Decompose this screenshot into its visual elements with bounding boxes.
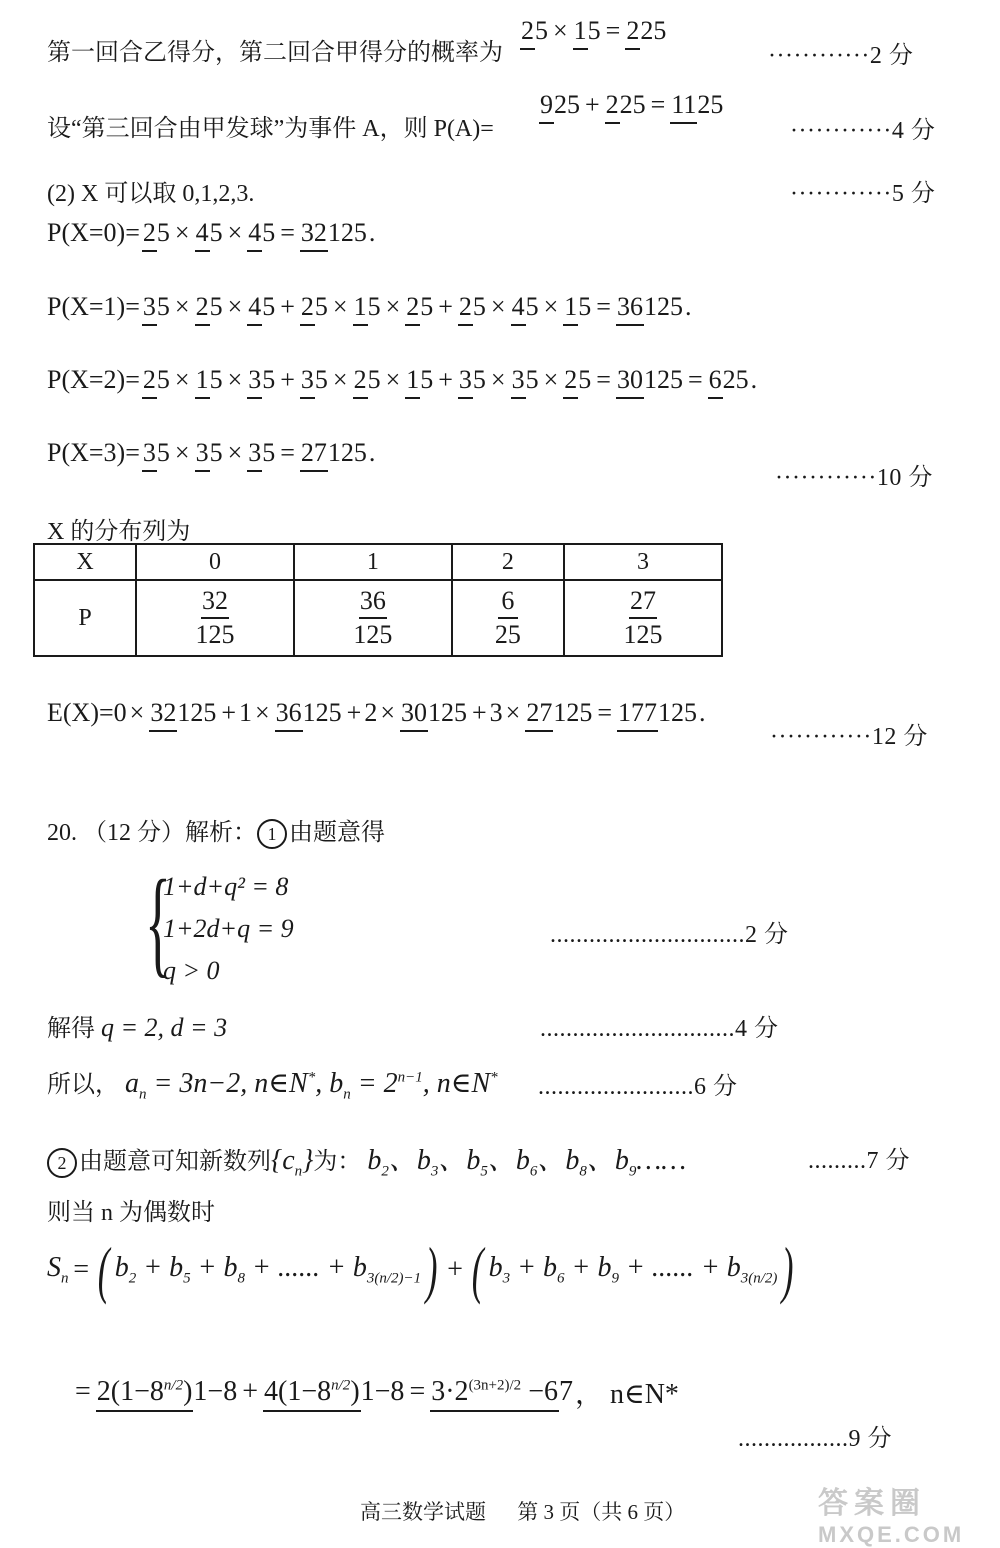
distribution-title: X 的分布列为: [47, 519, 191, 545]
px2-formula: P(X=2)= 25 × 15 × 35 + 35 × 25 × 15 + 35 × 35 × 25 = 30125 = 625 .: [47, 365, 757, 395]
px3-formula: P(X=3)= 35 × 35 × 35 = 27125 .: [47, 438, 375, 468]
left-brace: {: [145, 855, 171, 988]
table-row: [34, 580, 722, 656]
ex-label: E(X)=: [47, 698, 114, 727]
score-10: ············10 分: [775, 465, 933, 491]
circled-number-2: 2: [47, 1148, 77, 1178]
score-4-q20: ..............................4 分: [540, 1016, 779, 1042]
table-row: [34, 544, 722, 580]
table-cell-p1: $\frac{36}{125}$: [294, 580, 452, 656]
system-eq-2: 1+2d+q = 9: [163, 914, 294, 943]
table-cell-p3: $\frac{27}{125}$: [564, 580, 722, 656]
part-2-heading: (2) X 可以取 0,1,2,3.: [47, 181, 255, 207]
table-cell-p0: $\frac{32}{125}$: [136, 580, 294, 656]
prob-line-1-formula: 25 × 15 = 225: [518, 16, 668, 46]
px2-label: P(X=2)=: [47, 365, 140, 394]
system-eq-3: q > 0: [163, 956, 220, 985]
table-cell-x3: 3: [564, 544, 722, 580]
score-5: ············5 分: [790, 181, 936, 207]
score-2: ············2 分: [768, 43, 914, 69]
new-sequence-line: 2 由题意可知新数列$\{c_n\}$为： $b_2$、$b_3$、$b_5$、$b_6$、$b_8$、$b_9\dots\dots$: [47, 1138, 686, 1181]
solve-line: 解得 q = 2, d = 3: [47, 1013, 228, 1042]
score-12: ············12 分: [770, 724, 928, 750]
q20-heading: 20. （12 分）解析： 1 由题意得: [47, 812, 385, 849]
general-term-line: 所以， $a_n = 3n-2$, n∈N*, $b_n = 2^{n-1}$, n∈N*: [47, 1068, 498, 1103]
px0-label: P(X=0)=: [47, 218, 140, 247]
px1-label: P(X=1)=: [47, 292, 140, 321]
px0-formula: P(X=0)= 25 × 45 × 45 = 32125 .: [47, 218, 375, 248]
system-eq-1: 1+d+q² = 8: [163, 872, 289, 901]
table-header-x: X: [34, 544, 136, 580]
footer-page: 第 3 页（共 6 页）: [517, 1500, 686, 1524]
expectation-formula: E(X)= 0 × 32125 + 1 × 36125 + 2 × 30125 + 3 × 27125 = 177125 .: [47, 698, 706, 728]
prob-line-1-text: 第一回合乙得分，第二回合甲得分的概率为: [47, 40, 503, 66]
sum-formula: $S_n$ = ( $b_2 + b_5 + b_8$ + ...... + $b_{3(n/2)-1}$ ) + ( $b_3 + b_6 + b_9$ + ...... + $b_{3(n/2)}$ ): [47, 1234, 794, 1305]
score-6-q20: ........................6 分: [538, 1074, 738, 1100]
table-header-p: P: [34, 580, 136, 656]
prob-line-2-formula: 925 + 225 = 1125: [537, 90, 725, 120]
prob-line-2-text: 设“第三回合由甲发球”为事件 A，则 P(A)=: [47, 116, 494, 142]
page-footer: [360, 1496, 685, 1526]
table-cell-p2: $\frac{6}{25}$: [452, 580, 564, 656]
distribution-table: [33, 543, 723, 657]
circled-number-1: 1: [257, 819, 287, 849]
even-case-text: 则当 n 为偶数时: [47, 1200, 215, 1226]
score-7-q20: .........7 分: [808, 1148, 910, 1174]
table-cell-x1: 1: [294, 544, 452, 580]
score-4: ············4 分: [790, 118, 936, 144]
table-cell-x0: 0: [136, 544, 294, 580]
footer-title: 高三数学试题: [360, 1500, 486, 1524]
score-9-q20: .................9 分: [738, 1426, 892, 1452]
table-cell-x2: 2: [452, 544, 564, 580]
px3-label: P(X=3)=: [47, 438, 140, 467]
watermark-logo: 答案圈 MXQE.COM: [818, 1487, 965, 1547]
score-2-q20: ..............................2 分: [550, 922, 789, 948]
final-sum-formula: = $2(1-8^{n/2})1-8$ + $4(1-8^{n/2})1-8$ = $3\cdot 2^{(3n+2)/2} -67$ ， n∈N*: [75, 1376, 679, 1410]
px1-formula: P(X=1)= 35 × 25 × 45 + 25 × 15 × 25 + 25 × 45 × 15 = 36125 .: [47, 292, 691, 322]
